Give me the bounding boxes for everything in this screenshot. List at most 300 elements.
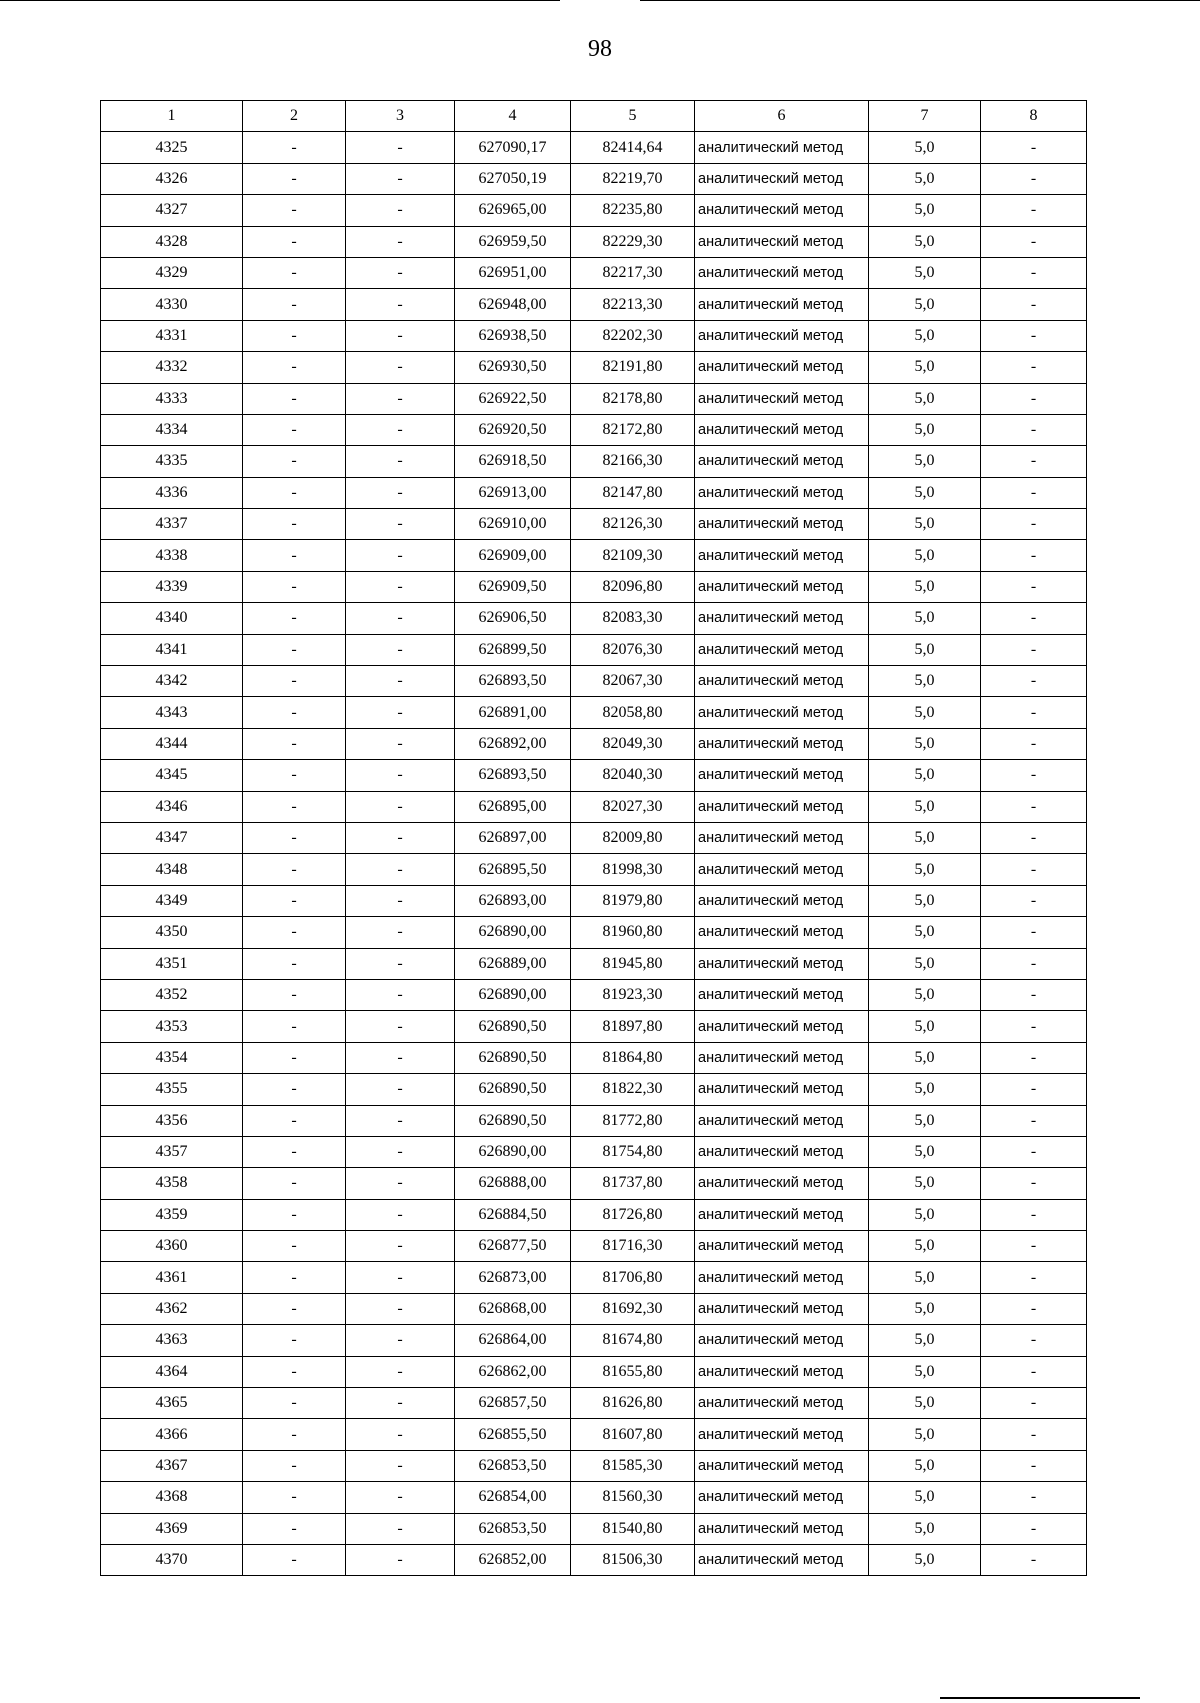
table-row: [101, 1356, 1087, 1387]
table-cell: аналитический метод: [695, 320, 869, 351]
table-cell: 81822,30: [571, 1074, 695, 1105]
table-cell: 5,0: [869, 132, 981, 163]
table-cell: -: [981, 163, 1087, 194]
table-cell: -: [981, 697, 1087, 728]
table-cell: аналитический метод: [695, 1168, 869, 1199]
table-cell: -: [346, 446, 455, 477]
table-cell: 82191,80: [571, 352, 695, 383]
table-cell: 5,0: [869, 1011, 981, 1042]
table-cell: -: [981, 289, 1087, 320]
table-cell: -: [981, 917, 1087, 948]
table-cell: -: [346, 132, 455, 163]
table-cell: -: [346, 603, 455, 634]
table-cell: -: [981, 1388, 1087, 1419]
table-cell: -: [981, 1293, 1087, 1324]
table-cell: 81655,80: [571, 1356, 695, 1387]
table-cell: аналитический метод: [695, 226, 869, 257]
table-cell: -: [346, 257, 455, 288]
table-cell: 82040,30: [571, 760, 695, 791]
table-cell: 4330: [101, 289, 243, 320]
table-cell: 4356: [101, 1105, 243, 1136]
table-cell: 5,0: [869, 854, 981, 885]
table-row: [101, 948, 1087, 979]
table-cell: 4335: [101, 446, 243, 477]
table-cell: -: [346, 1482, 455, 1513]
table-cell: 5,0: [869, 1074, 981, 1105]
table-cell: 5,0: [869, 571, 981, 602]
table-cell: -: [981, 1262, 1087, 1293]
table-cell: 627090,17: [455, 132, 571, 163]
table-cell: аналитический метод: [695, 917, 869, 948]
table-cell: 81979,80: [571, 885, 695, 916]
table-cell: -: [346, 226, 455, 257]
table-cell: 82202,30: [571, 320, 695, 351]
table-cell: аналитический метод: [695, 383, 869, 414]
table-cell: аналитический метод: [695, 1262, 869, 1293]
table-cell: 5,0: [869, 446, 981, 477]
table-cell: 4343: [101, 697, 243, 728]
table-cell: -: [346, 163, 455, 194]
table-cell: -: [981, 791, 1087, 822]
table-cell: аналитический метод: [695, 1482, 869, 1513]
table-cell: 4351: [101, 948, 243, 979]
table-cell: 81560,30: [571, 1482, 695, 1513]
table-cell: 81754,80: [571, 1136, 695, 1167]
table-cell: -: [243, 1450, 346, 1481]
table-row: [101, 1482, 1087, 1513]
table-cell: 82219,70: [571, 163, 695, 194]
table-cell: 626890,50: [455, 1105, 571, 1136]
table-cell: -: [243, 540, 346, 571]
table-cell: аналитический метод: [695, 1388, 869, 1419]
table-cell: -: [243, 666, 346, 697]
table-cell: 5,0: [869, 352, 981, 383]
table-cell: 82058,80: [571, 697, 695, 728]
table-cell: -: [346, 1356, 455, 1387]
table-cell: 81864,80: [571, 1042, 695, 1073]
table-cell: 4344: [101, 728, 243, 759]
table-cell: -: [981, 1513, 1087, 1544]
table-cell: аналитический метод: [695, 352, 869, 383]
table-cell: 4362: [101, 1293, 243, 1324]
table-row: [101, 666, 1087, 697]
table-cell: 82414,64: [571, 132, 695, 163]
table-row: [101, 1544, 1087, 1575]
table-cell: 82166,30: [571, 446, 695, 477]
table-cell: -: [981, 1356, 1087, 1387]
table-cell: аналитический метод: [695, 634, 869, 665]
table-row: [101, 854, 1087, 885]
table-cell: 82096,80: [571, 571, 695, 602]
table-cell: аналитический метод: [695, 1419, 869, 1450]
table-cell: 626906,50: [455, 603, 571, 634]
table-row: [101, 760, 1087, 791]
table-cell: аналитический метод: [695, 1074, 869, 1105]
table-row: [101, 1419, 1087, 1450]
table-cell: -: [981, 728, 1087, 759]
table-cell: 626854,00: [455, 1482, 571, 1513]
table-cell: 82076,30: [571, 634, 695, 665]
table-cell: 81706,80: [571, 1262, 695, 1293]
column-header: 8: [981, 101, 1087, 132]
table-cell: аналитический метод: [695, 446, 869, 477]
table-cell: 626889,00: [455, 948, 571, 979]
table-cell: аналитический метод: [695, 1356, 869, 1387]
table-cell: -: [981, 1199, 1087, 1230]
table-cell: 81585,30: [571, 1450, 695, 1481]
table-cell: -: [243, 728, 346, 759]
page-number: 98: [588, 36, 612, 62]
table-cell: 626855,50: [455, 1419, 571, 1450]
table-cell: -: [346, 540, 455, 571]
table-header-row: [101, 101, 1087, 132]
table-cell: -: [243, 979, 346, 1010]
table-cell: 81897,80: [571, 1011, 695, 1042]
table-cell: 4359: [101, 1199, 243, 1230]
table-cell: аналитический метод: [695, 760, 869, 791]
table-cell: -: [981, 1544, 1087, 1575]
table-cell: 5,0: [869, 1388, 981, 1419]
table-cell: -: [346, 1042, 455, 1073]
table-cell: 4350: [101, 917, 243, 948]
table-cell: 5,0: [869, 195, 981, 226]
table-cell: 626913,00: [455, 477, 571, 508]
table-cell: 626948,00: [455, 289, 571, 320]
table-cell: -: [243, 163, 346, 194]
table-cell: 4348: [101, 854, 243, 885]
table-cell: -: [243, 697, 346, 728]
table-cell: -: [243, 1293, 346, 1324]
table-cell: 626852,00: [455, 1544, 571, 1575]
table-cell: -: [243, 289, 346, 320]
table-cell: -: [243, 917, 346, 948]
table-cell: -: [981, 760, 1087, 791]
table-cell: 4367: [101, 1450, 243, 1481]
table-cell: 5,0: [869, 257, 981, 288]
table-cell: 4326: [101, 163, 243, 194]
table-row: [101, 1105, 1087, 1136]
table-cell: аналитический метод: [695, 414, 869, 445]
column-header: 7: [869, 101, 981, 132]
table-cell: -: [243, 352, 346, 383]
table-row: [101, 822, 1087, 853]
table-cell: -: [243, 257, 346, 288]
table-cell: 81945,80: [571, 948, 695, 979]
table-cell: 4346: [101, 791, 243, 822]
table-cell: аналитический метод: [695, 257, 869, 288]
table-cell: -: [346, 728, 455, 759]
table-cell: -: [981, 446, 1087, 477]
table-cell: -: [981, 1482, 1087, 1513]
table-cell: 81998,30: [571, 854, 695, 885]
table-cell: 82229,30: [571, 226, 695, 257]
table-cell: -: [243, 383, 346, 414]
table-cell: -: [243, 1231, 346, 1262]
table-cell: аналитический метод: [695, 885, 869, 916]
table-cell: 626938,50: [455, 320, 571, 351]
table-cell: 626897,00: [455, 822, 571, 853]
table-cell: 4334: [101, 414, 243, 445]
table-cell: 4336: [101, 477, 243, 508]
table-cell: 4342: [101, 666, 243, 697]
table-cell: 4355: [101, 1074, 243, 1105]
table-row: [101, 1136, 1087, 1167]
table-cell: 626922,50: [455, 383, 571, 414]
table-cell: 4353: [101, 1011, 243, 1042]
table-cell: -: [981, 948, 1087, 979]
table-cell: -: [243, 603, 346, 634]
table-row: [101, 917, 1087, 948]
table-row: [101, 1388, 1087, 1419]
table-cell: -: [981, 634, 1087, 665]
table-cell: -: [243, 571, 346, 602]
table-cell: -: [346, 477, 455, 508]
table-cell: -: [981, 477, 1087, 508]
table-cell: 626909,50: [455, 571, 571, 602]
table-cell: 4345: [101, 760, 243, 791]
table-cell: 626893,00: [455, 885, 571, 916]
table-cell: -: [981, 226, 1087, 257]
table-cell: аналитический метод: [695, 1199, 869, 1230]
table-cell: 81960,80: [571, 917, 695, 948]
table-cell: 5,0: [869, 289, 981, 320]
table-cell: 5,0: [869, 728, 981, 759]
table-cell: 4347: [101, 822, 243, 853]
table-cell: -: [243, 226, 346, 257]
table-cell: аналитический метод: [695, 697, 869, 728]
table-cell: -: [346, 383, 455, 414]
table-cell: аналитический метод: [695, 1011, 869, 1042]
table-cell: -: [243, 760, 346, 791]
table-row: [101, 885, 1087, 916]
table-cell: 5,0: [869, 226, 981, 257]
table-cell: 4360: [101, 1231, 243, 1262]
table-cell: -: [243, 854, 346, 885]
table-cell: аналитический метод: [695, 1450, 869, 1481]
table-cell: 81692,30: [571, 1293, 695, 1324]
table-cell: -: [243, 1513, 346, 1544]
table-cell: 626891,00: [455, 697, 571, 728]
table-cell: 4341: [101, 634, 243, 665]
table-cell: -: [981, 1450, 1087, 1481]
table-cell: 4331: [101, 320, 243, 351]
table-row: [101, 226, 1087, 257]
table-cell: -: [981, 540, 1087, 571]
table-cell: 626892,00: [455, 728, 571, 759]
table-cell: 81716,30: [571, 1231, 695, 1262]
table-cell: 626920,50: [455, 414, 571, 445]
table-cell: -: [243, 1482, 346, 1513]
table-cell: 5,0: [869, 885, 981, 916]
table-cell: -: [346, 289, 455, 320]
table-cell: -: [243, 1199, 346, 1230]
table-cell: -: [243, 1168, 346, 1199]
table-cell: -: [981, 383, 1087, 414]
table-cell: -: [346, 854, 455, 885]
table-row: [101, 1513, 1087, 1544]
table-cell: -: [346, 1199, 455, 1230]
column-header: 4: [455, 101, 571, 132]
table-cell: 5,0: [869, 948, 981, 979]
table-row: [101, 1042, 1087, 1073]
scan-edge-line: [640, 0, 1200, 1]
table-cell: 5,0: [869, 540, 981, 571]
table-cell: 4366: [101, 1419, 243, 1450]
table-cell: 4361: [101, 1262, 243, 1293]
table-cell: аналитический метод: [695, 791, 869, 822]
table-row: [101, 1168, 1087, 1199]
table-cell: аналитический метод: [695, 132, 869, 163]
table-cell: -: [346, 1136, 455, 1167]
table-row: [101, 1011, 1087, 1042]
table-cell: 4328: [101, 226, 243, 257]
table-cell: 626959,50: [455, 226, 571, 257]
table-cell: 5,0: [869, 1136, 981, 1167]
table-cell: 626877,50: [455, 1231, 571, 1262]
table-row: [101, 979, 1087, 1010]
table-cell: 4325: [101, 132, 243, 163]
table-cell: 626890,50: [455, 1074, 571, 1105]
table-cell: 626899,50: [455, 634, 571, 665]
table-row: [101, 603, 1087, 634]
table-cell: -: [346, 666, 455, 697]
table-cell: -: [346, 509, 455, 540]
table-cell: 5,0: [869, 414, 981, 445]
table-cell: 82027,30: [571, 791, 695, 822]
table-row: [101, 728, 1087, 759]
table-body: [101, 132, 1087, 1576]
table-cell: -: [243, 414, 346, 445]
table-row: [101, 257, 1087, 288]
table-cell: -: [346, 1325, 455, 1356]
scan-edge-line: [0, 0, 560, 1]
table-cell: аналитический метод: [695, 477, 869, 508]
table-cell: -: [346, 822, 455, 853]
table-cell: 82147,80: [571, 477, 695, 508]
table-cell: -: [243, 446, 346, 477]
table-cell: 5,0: [869, 1544, 981, 1575]
table-cell: 5,0: [869, 697, 981, 728]
table-row: [101, 163, 1087, 194]
table-cell: 626890,00: [455, 1136, 571, 1167]
coordinates-table: [100, 100, 1087, 1576]
table-cell: -: [243, 1136, 346, 1167]
table-cell: -: [346, 1544, 455, 1575]
table-cell: 626862,00: [455, 1356, 571, 1387]
table-cell: 626890,50: [455, 1011, 571, 1042]
table-row: [101, 791, 1087, 822]
table-cell: аналитический метод: [695, 1136, 869, 1167]
table-cell: 626893,50: [455, 760, 571, 791]
table-cell: 5,0: [869, 1513, 981, 1544]
table-cell: 4368: [101, 1482, 243, 1513]
table-cell: аналитический метод: [695, 1325, 869, 1356]
table-cell: 626965,00: [455, 195, 571, 226]
table-cell: -: [243, 634, 346, 665]
column-header: 6: [695, 101, 869, 132]
table-cell: аналитический метод: [695, 1231, 869, 1262]
table-cell: -: [243, 1419, 346, 1450]
table-cell: аналитический метод: [695, 1513, 869, 1544]
table-cell: 4365: [101, 1388, 243, 1419]
table-cell: 5,0: [869, 163, 981, 194]
table-cell: -: [981, 1074, 1087, 1105]
table-cell: 5,0: [869, 760, 981, 791]
table-cell: 4357: [101, 1136, 243, 1167]
table-cell: -: [243, 1325, 346, 1356]
table-cell: 5,0: [869, 1105, 981, 1136]
table-cell: 5,0: [869, 1482, 981, 1513]
table-cell: 82172,80: [571, 414, 695, 445]
table-cell: 4338: [101, 540, 243, 571]
table-cell: -: [346, 697, 455, 728]
table-row: [101, 571, 1087, 602]
table-row: [101, 634, 1087, 665]
scan-edge-line: [940, 1697, 1140, 1699]
table-cell: 5,0: [869, 1356, 981, 1387]
table-cell: 626909,00: [455, 540, 571, 571]
table-cell: аналитический метод: [695, 979, 869, 1010]
table-cell: -: [981, 132, 1087, 163]
table-cell: 81540,80: [571, 1513, 695, 1544]
table-cell: 4349: [101, 885, 243, 916]
table-cell: -: [346, 1074, 455, 1105]
table-cell: -: [346, 1513, 455, 1544]
table-cell: -: [243, 509, 346, 540]
table-cell: -: [981, 1325, 1087, 1356]
table-row: [101, 477, 1087, 508]
table-cell: -: [981, 414, 1087, 445]
table-cell: 5,0: [869, 1042, 981, 1073]
column-header: 5: [571, 101, 695, 132]
table-cell: -: [243, 477, 346, 508]
table-cell: -: [346, 352, 455, 383]
table-cell: -: [346, 948, 455, 979]
table-cell: 82049,30: [571, 728, 695, 759]
table-cell: 81607,80: [571, 1419, 695, 1450]
table-cell: -: [981, 1419, 1087, 1450]
table-cell: 4352: [101, 979, 243, 1010]
table-cell: аналитический метод: [695, 666, 869, 697]
table-cell: 82083,30: [571, 603, 695, 634]
table-cell: 5,0: [869, 1325, 981, 1356]
table-cell: -: [981, 571, 1087, 602]
table-cell: -: [346, 1262, 455, 1293]
table-cell: -: [981, 822, 1087, 853]
table-cell: 626853,50: [455, 1513, 571, 1544]
table-row: [101, 1450, 1087, 1481]
table-cell: 5,0: [869, 979, 981, 1010]
table-row: [101, 446, 1087, 477]
table-cell: -: [346, 1231, 455, 1262]
table-cell: -: [346, 917, 455, 948]
table-cell: 4327: [101, 195, 243, 226]
table-row: [101, 352, 1087, 383]
table-row: [101, 1325, 1087, 1356]
table-cell: -: [346, 1388, 455, 1419]
table-cell: -: [346, 634, 455, 665]
table-cell: -: [346, 1293, 455, 1324]
table-cell: аналитический метод: [695, 540, 869, 571]
table-cell: 626890,50: [455, 1042, 571, 1073]
table-cell: 82217,30: [571, 257, 695, 288]
table-cell: -: [346, 320, 455, 351]
table-cell: -: [346, 1168, 455, 1199]
table-cell: 626895,50: [455, 854, 571, 885]
table-cell: 5,0: [869, 634, 981, 665]
table-cell: 4370: [101, 1544, 243, 1575]
table-cell: 5,0: [869, 383, 981, 414]
